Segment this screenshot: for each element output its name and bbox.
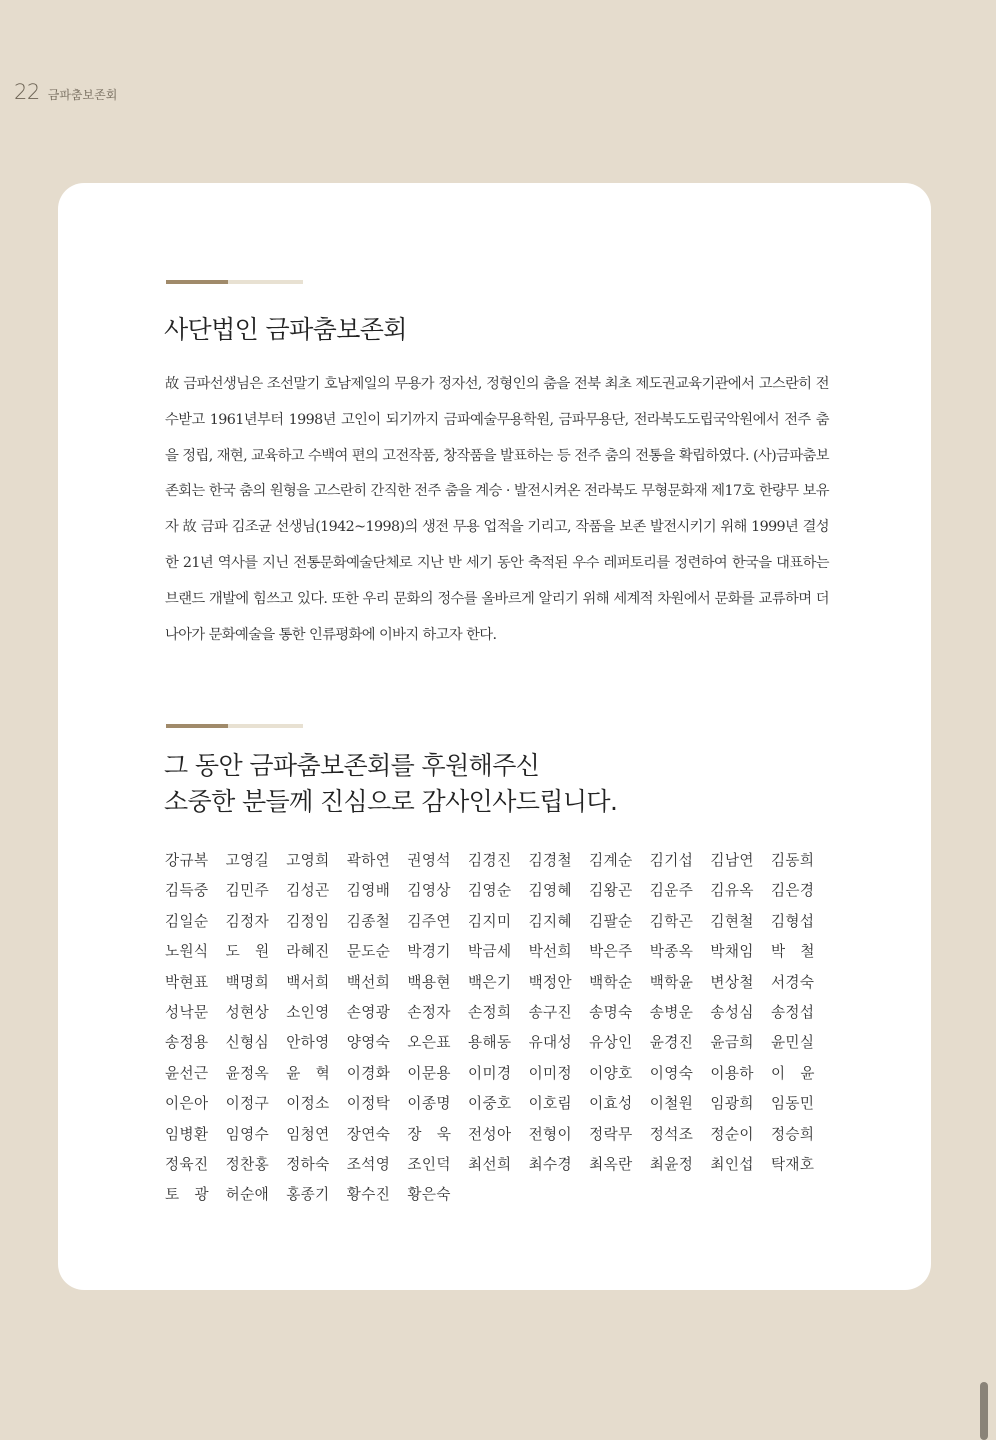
supporter-name: 백명희 [225,973,270,991]
supporter-name: 김주연 [407,912,451,930]
supporter-name: 정육진 [165,1155,209,1173]
supporter-name: 임병환 [165,1125,209,1143]
supporter-name: 정승희 [770,1125,815,1143]
supporter-name: 최옥란 [589,1155,633,1173]
supporter-name: 최수경 [528,1155,573,1173]
supporter-name: 손정자 [407,1003,451,1021]
supporter-name: 이은아 [165,1095,209,1113]
page-org-name: 금파춤보존회 [47,88,118,102]
supporter-name: 박종옥 [649,943,694,961]
supporter-name: 김계순 [589,852,633,869]
supporter-name: 김팔순 [589,912,633,930]
supporter-name: 백선희 [346,973,391,991]
supporter-name: 김동희 [770,852,815,869]
supporter-name: 김형섭 [770,912,815,930]
supporter-name: 김경철 [528,852,573,869]
supporter-name: 이철원 [649,1095,694,1113]
thanks-title-line-1: 그 동안 금파춤보존회를 후원해주신 [164,751,540,780]
supporter-name: 라혜진 [286,943,330,961]
supporter-names-grid [165,849,835,1214]
supporter-name: 변상철 [710,973,754,991]
supporter-name: 김일순 [165,912,209,930]
supporter-name: 김경진 [467,852,512,869]
supporter-name: 최윤정 [649,1155,694,1173]
supporter-name: 김종철 [346,912,391,930]
supporter-name: 김유옥 [710,882,754,900]
supporter-name: 양영숙 [346,1034,391,1052]
supporter-name: 허순애 [225,1186,270,1204]
supporter-name: 송명숙 [589,1003,633,1021]
supporter-name: 김운주 [649,882,694,900]
page-header [14,80,117,104]
supporter-name: 이 윤 [770,1064,815,1082]
supporter-name: 박현표 [165,973,209,991]
supporter-name: 김영배 [346,882,391,900]
supporter-name: 이용하 [710,1064,754,1082]
supporter-name: 김지미 [467,912,512,930]
supporter-name: 조인덕 [407,1155,451,1173]
accent-rule [166,724,303,728]
supporter-name: 토 광 [165,1186,209,1204]
supporter-name: 윤선근 [165,1064,209,1082]
supporter-name: 신형심 [225,1034,270,1052]
supporter-name: 유대성 [528,1034,573,1052]
supporter-name: 황수진 [346,1186,391,1204]
supporter-name: 손영광 [346,1003,391,1021]
supporter-name: 도 원 [225,943,270,961]
supporter-name: 용해동 [467,1034,512,1052]
supporter-name: 송구진 [528,1003,573,1021]
supporter-name: 곽하연 [346,852,391,869]
supporter-name: 이미경 [467,1064,512,1082]
supporter-name: 윤 혁 [286,1064,331,1082]
supporter-name: 김정자 [225,912,270,930]
supporter-name: 장연숙 [346,1125,391,1143]
supporter-name: 최인섭 [710,1155,754,1173]
supporter-name: 임광희 [710,1095,754,1113]
supporter-name: 성현상 [225,1003,270,1021]
scrollbar-thumb[interactable] [980,1382,988,1440]
intro-paragraph: 故 금파선생님은 조선말기 호남제일의 무용가 정자선, 정형인의 춤을 전북 최초 제도권교육기관에서 고스란히 전수받고 1961년부터 1998년 고인이 되기까지 금파예술무용학원, 금파무용단, 전라북도도립국악원에서 전주 춤을 정립, 재현, 교육하고 수백여 편의 고전작품, 창작품을 발표하는 등 전주 춤의 전통을 확립하였다. (사)금파춤보존회는 한국 춤의 원형을 고스란히 간직한 전주 춤을 계승 · 발전시켜온 전라북도 무형문화재 제17호 한량무 보유자 故 금파 김조균 선생님(1942~1998)의 생전 무용 업적을 기리고, 작품을 보존 발전시키기 위해 1999년 결성한 21년 역사를 지닌 전통문화예술단체로 지난 반 세기 동안 축적된 우수 레퍼토리를 정련하여 한국을 대표하는 브랜드 개발에 힘쓰고 있다. 또한 우리 문화의 정수를 올바르게 알리기 위해 세계적 차원에서 문화를 교류하며 더 나아가 문화예술을 통한 인류평화에 이바지 하고자 한다. [165,376,829,643]
supporter-name: 김영상 [407,882,451,900]
supporter-name: 백정안 [528,973,573,991]
supporter-name: 김기섭 [649,852,694,869]
supporter-name: 윤민실 [770,1034,815,1052]
supporter-name: 박은주 [589,943,633,961]
supporter-name: 김성곤 [286,882,330,900]
supporter-name: 소인영 [286,1003,330,1021]
supporter-name: 윤금희 [710,1034,754,1052]
supporter-name: 강규복 [165,852,209,869]
supporter-name: 탁재호 [770,1155,815,1173]
supporter-name: 임영수 [225,1125,270,1143]
supporter-name: 홍종기 [286,1186,330,1204]
supporter-name: 이경화 [346,1064,391,1082]
supporter-name: 김학곤 [649,912,694,930]
content-card [58,183,931,1290]
supporter-name: 백서희 [286,973,330,991]
supporter-name: 문도순 [346,943,391,961]
supporter-name: 김영혜 [528,882,573,900]
supporter-name: 송정섭 [770,1003,815,1021]
supporter-name: 박금세 [467,943,512,961]
supporter-name: 최선희 [467,1155,512,1173]
supporter-name: 손정희 [467,1003,512,1021]
supporter-name: 이문용 [407,1064,451,1082]
supporter-name: 송병운 [649,1003,694,1021]
supporter-name: 백은기 [467,973,512,991]
supporter-name: 이종명 [407,1095,451,1113]
supporter-name: 서경숙 [770,973,815,991]
supporter-name: 정순이 [710,1125,754,1143]
supporter-name: 김민주 [225,882,270,900]
supporter-name: 조석영 [346,1155,391,1173]
thanks-title [164,748,617,820]
supporter-name: 박 철 [770,943,815,961]
supporter-name: 김왕곤 [589,882,633,900]
supporter-name: 백학윤 [649,973,694,991]
supporter-name: 이정구 [225,1095,270,1113]
supporter-name: 이영숙 [649,1064,694,1082]
supporter-name: 박채임 [710,943,754,961]
supporter-name: 황은숙 [407,1186,451,1204]
supporter-name: 정락무 [589,1125,633,1143]
supporter-name: 성낙문 [165,1003,209,1021]
supporter-name: 김영순 [467,882,512,900]
supporter-name: 송성심 [710,1003,754,1021]
supporter-name: 박선희 [528,943,573,961]
supporter-name: 이중호 [467,1095,512,1113]
supporter-name: 전형이 [528,1125,573,1143]
supporter-name: 임동민 [770,1095,815,1113]
supporter-name: 김남연 [710,852,754,869]
supporter-name: 김지혜 [528,912,573,930]
supporter-name: 백용현 [407,973,451,991]
supporter-name: 정찬홍 [225,1155,270,1173]
supporter-name: 이효성 [589,1095,633,1113]
supporter-name: 오은표 [407,1034,451,1052]
supporter-name: 정석조 [649,1125,694,1143]
supporter-name: 윤정옥 [225,1064,270,1082]
supporter-name: 정하숙 [286,1155,330,1173]
supporter-name: 고영길 [225,852,270,869]
supporter-name: 김은경 [770,882,815,900]
page-number: 22 [14,80,40,104]
supporter-name: 이미정 [528,1064,573,1082]
supporter-name: 이정소 [286,1095,330,1113]
section-title: 사단법인 금파춤보존회 [164,315,407,344]
supporter-name: 송정용 [165,1034,209,1052]
supporter-name: 임청연 [286,1125,330,1143]
supporter-name: 전성아 [467,1125,512,1143]
supporter-name: 이양호 [589,1064,633,1082]
supporter-name: 고영희 [286,852,330,869]
supporter-name: 박경기 [407,943,451,961]
supporter-name: 장 욱 [407,1125,452,1143]
thanks-title-line-2: 소중한 분들께 진심으로 감사인사드립니다. [164,787,618,816]
supporter-name: 김정임 [286,912,330,930]
supporter-name: 안하영 [286,1034,330,1052]
accent-rule [166,280,303,284]
supporter-name: 윤경진 [649,1034,694,1052]
supporter-name: 이호림 [528,1095,573,1113]
supporter-name: 김현철 [710,912,754,930]
supporter-name: 노원식 [165,943,209,961]
supporter-name: 백학순 [589,973,633,991]
supporter-name: 김득중 [165,882,209,900]
supporter-name: 유상인 [589,1034,633,1052]
supporter-name: 이정탁 [346,1095,391,1113]
supporter-name: 권영석 [407,852,451,869]
